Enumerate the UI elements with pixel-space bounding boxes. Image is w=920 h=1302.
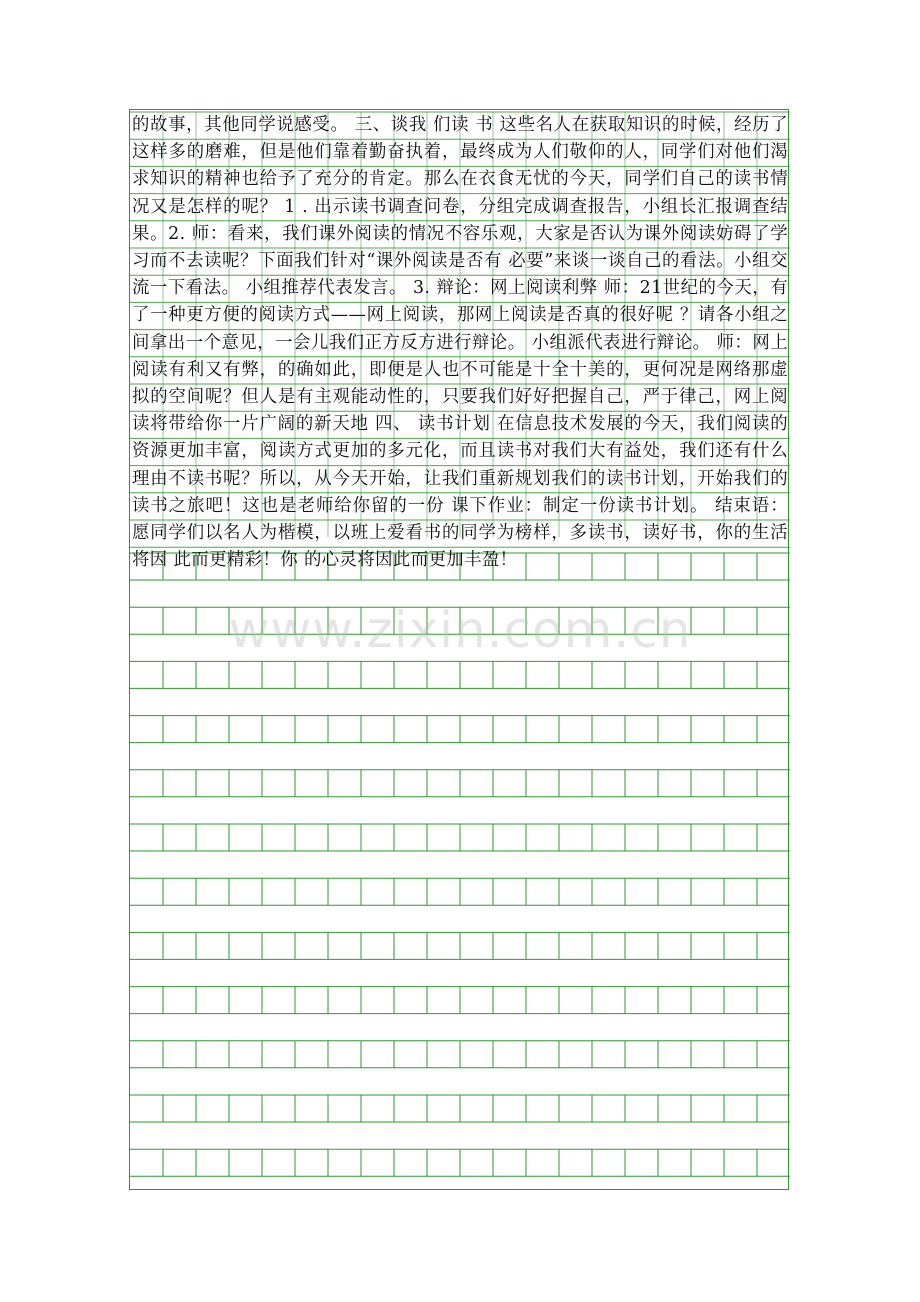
site-watermark: www.zixin.com.cn bbox=[228, 601, 692, 659]
essay-text: 的故事，其他同学说感受。 三、谈我 们读 书 这些名人在获取知识的时候，经历了这样多的磨难，但是他们靠着勤奋执着，最终成为人们敬仰的人，同学们对他们渴求知识的精神也给予了充分的肯定。那么在衣食无忧的今天，同学们自己的读书情况又是怎样的呢？ 1 . 出示读书调查问卷，分组完成调查报告，小组长汇报调查结果。2. 师：看来，我们课外阅读的情况不容乐观，大家是否认为课外阅读妨碍了学习而不去读呢？下面我们针对“课外阅读是否有 必要”来谈一谈自己的看法。小组交流一下看法。 小组推荐代表发言。 3. 辩论：网上阅读利弊 师：21世纪的今天，有了一种更方便的阅读方式——网上阅读，那网上阅读是否真的很好呢 ？请各小组之间拿出一个意见，一会儿我们正方反方进行辩论。 小组派代表进行辩论。 师：网上阅读有利又有弊，的确如此，即便是人也不可能是十全十美的，更何况是网络那虚拟的空间呢？但人是有主观能动性的，只要我们好好把握自己，严于律己，网上阅读将带给你一片广阔的新天地 四、 读书计划 在信息技术发展的今天，我们阅读的资源更加丰富，阅读方式更加的多元化，而且读书对我们大有益处，我们还有什么理由不读书呢？所以，从今天开始，让我们重新规划我们的读书计划，开始我们的读书之旅吧！这也是老师给你留的一份 课下作业：制定一份读书计划。 结束语： 愿同学们以名人为楷模，以班上爱看书的同学为榜样，多读书，读好书，你的生活将因 此而更精彩！你 的心灵将因此而更加丰盈！ bbox=[132, 115, 788, 571]
